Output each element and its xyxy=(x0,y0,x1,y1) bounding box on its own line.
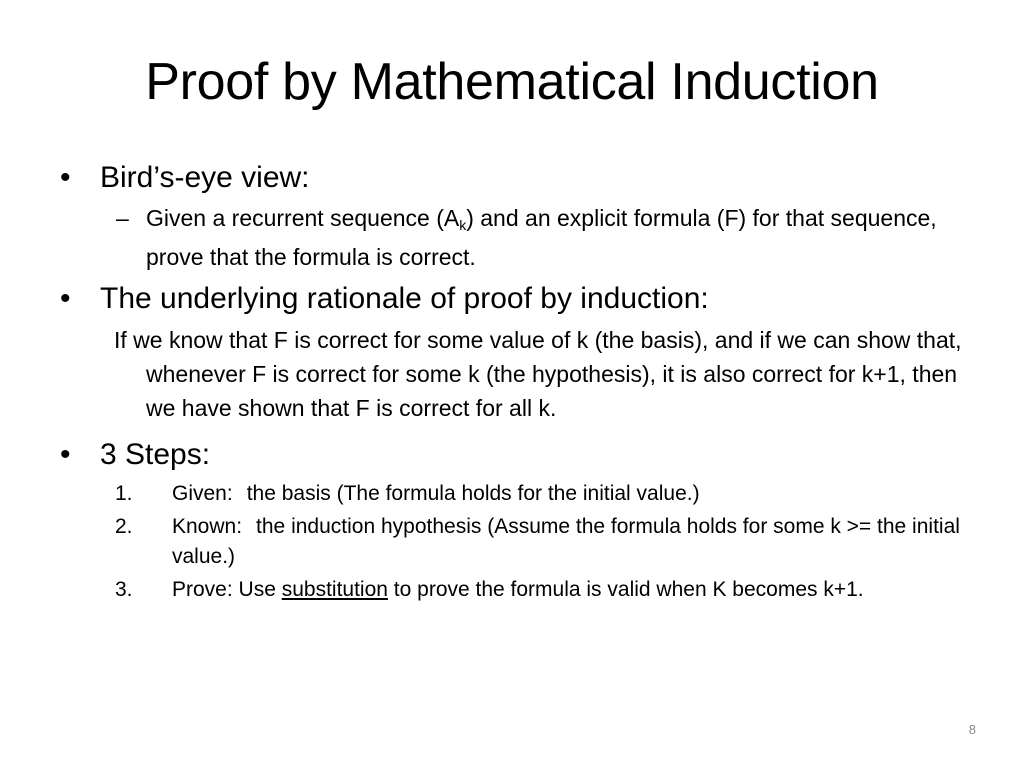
bullet-dot-icon: • xyxy=(60,161,71,194)
page-number: 8 xyxy=(968,722,976,737)
step-number: 2. xyxy=(115,515,133,538)
sub-bullet-given-sequence xyxy=(60,202,980,273)
step-number: 1. xyxy=(115,482,133,505)
step-text: to prove the formula is valid when K becomes k+1. xyxy=(393,578,864,601)
bullet-dot-icon: • xyxy=(60,438,71,471)
bullet-birds-eye-view xyxy=(60,158,980,198)
bullet-text: 3 Steps: xyxy=(100,438,211,471)
bullet-three-steps xyxy=(60,435,980,475)
step-text: the basis (The formula holds for the initial value.) xyxy=(246,482,700,505)
sub-bullet-text-before: Given a recurrent sequence (A xyxy=(146,205,460,231)
step-text: the induction hypothesis (Assume the formula holds for some k >= the initial value.) xyxy=(172,515,960,568)
bullet-underlying-rationale xyxy=(60,279,980,319)
step-label: Known: xyxy=(172,515,243,538)
rationale-paragraph: If we know that F is correct for some value of k (the basis), and if we can show that, whenever F is correct for some k (the hypothesis), it is also correct for k+1, then we have shown that F is correct for all k. xyxy=(114,327,962,421)
step-label: Given: xyxy=(172,482,233,505)
step-2 xyxy=(60,512,980,572)
step-3 xyxy=(60,575,980,605)
underlined-substitution: substitution xyxy=(281,578,388,601)
slide-title: Proof by Mathematical Induction xyxy=(145,53,879,111)
step-label: Prove: Use xyxy=(172,578,276,601)
subscript-k: k xyxy=(459,217,467,233)
slide-body xyxy=(60,158,980,608)
bullet-text: Bird’s-eye view: xyxy=(100,161,310,194)
step-number: 3. xyxy=(115,578,133,601)
dash-icon: – xyxy=(116,205,129,231)
bullet-text: The underlying rationale of proof by induction: xyxy=(100,282,709,315)
bullet-dot-icon: • xyxy=(60,282,71,315)
sub-bullet-text-after: ) and an explicit formula (F) for that sequence, prove that the formula is correct. xyxy=(146,205,937,270)
step-1 xyxy=(60,479,980,509)
